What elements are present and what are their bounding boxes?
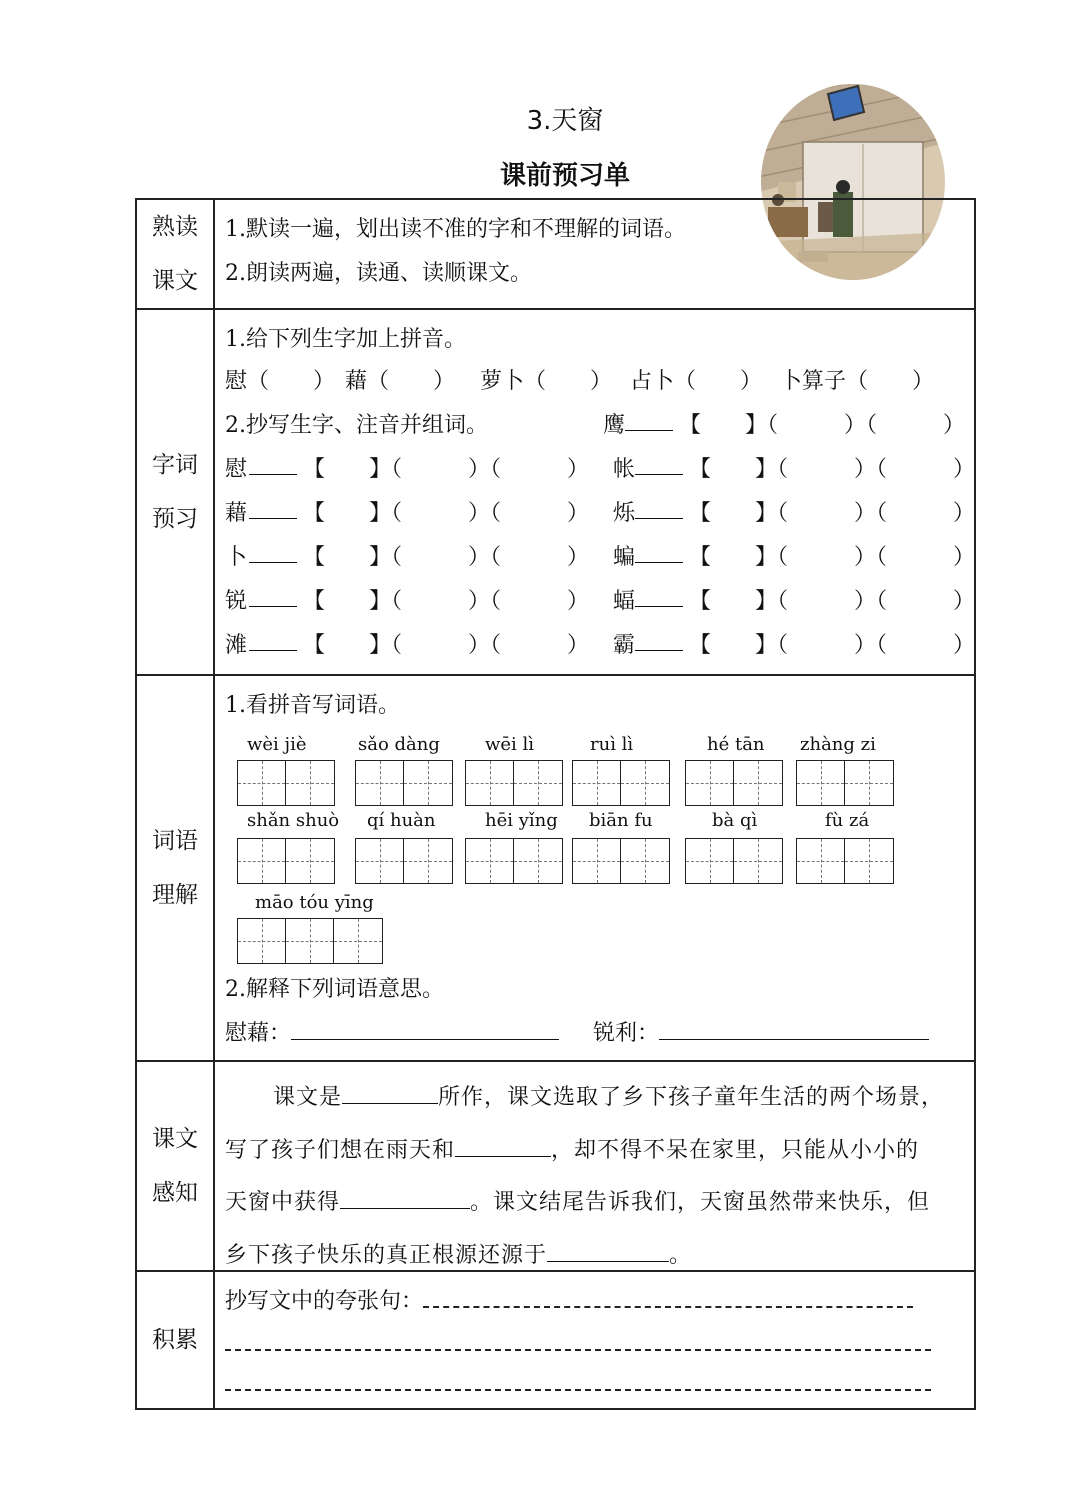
word-pinyin: biān fu [589,810,653,831]
pinyin-write-question: 1.看拼音写词语。 [225,693,400,718]
explain-blank[interactable] [291,1021,559,1040]
practice-char: 烁 [613,501,636,526]
char-answer-blanks[interactable]: 【 】（ ）（ ） [303,501,590,526]
exaggeration-prompt-line [225,1284,913,1315]
perception-text: 课文是 [273,1085,343,1110]
char-blank[interactable] [249,544,297,563]
perception-text: 乡下孩子快乐的真正根源还源于 [225,1243,548,1268]
char-blank[interactable] [249,500,297,519]
pinyin-item[interactable]: 卜算子（ ） [780,369,935,394]
tianzige-grid[interactable] [465,838,563,884]
text-perception-section [214,1061,975,1271]
scene-blank[interactable] [455,1138,551,1157]
word-pinyin: wēi lì [485,734,535,755]
practice-char: 卜 [225,545,248,570]
explain-question: 2.解释下列词语意思。 [225,977,444,1002]
tianzige-grid[interactable] [237,838,335,884]
label-line-2: 理解 [152,882,198,908]
char-answer-blanks[interactable]: 【 】（ ）（ ） [689,633,976,658]
char-blank[interactable] [625,412,673,431]
tianzige-grid[interactable] [237,760,335,806]
pinyin-item[interactable]: 藉（ ） [345,369,456,394]
word-pinyin: wèi jiè [247,734,307,755]
section-label-vocab-preview [136,309,214,675]
copy-line-row [225,1332,931,1357]
word-pinyin: fù zá [825,810,870,831]
practice-char: 鹰 [603,413,626,438]
tianzige-grid[interactable] [572,760,670,806]
tianzige-grid[interactable] [685,838,783,884]
word-pinyin: māo tóu yīng [255,892,374,913]
source-blank[interactable] [547,1243,669,1262]
char-blank[interactable] [635,632,683,651]
char-blank[interactable] [635,544,683,563]
char-blank[interactable] [635,500,683,519]
word-pinyin: ruì lì [590,734,634,755]
practice-char: 慰 [225,457,248,482]
section-label-word-understanding [136,675,214,1061]
copy-line-row [225,1372,931,1397]
char-blank[interactable] [249,456,297,475]
perception-text: 所作，课文选取了乡下孩子童年生活的两个场景， [438,1085,945,1110]
practice-char: 锐 [225,589,248,614]
section-label-reading [136,199,214,309]
char-answer-blanks[interactable]: 【 】（ ）（ ） [303,545,590,570]
label-line-2: 课文 [152,268,198,294]
copy-line[interactable] [225,1375,931,1391]
practice-char: 蝠 [613,589,636,614]
perception-text: 写了孩子们想在雨天和 [225,1138,456,1163]
word-pinyin: bà qì [712,810,758,831]
char-answer-blanks[interactable]: 【 】（ ）（ ） [689,501,976,526]
word-pinyin: hēi yǐng [485,810,558,831]
vocab-preview-section [214,309,975,675]
char-blank[interactable] [635,456,683,475]
char-answer-blanks[interactable]: 【 】（ ）（ ） [689,457,976,482]
char-answer-blanks[interactable]: 【 】（ ）（ ） [679,413,966,438]
tianzige-grid[interactable] [355,838,453,884]
copy-chars-question: 2.抄写生字、注音并组词。 [225,413,488,438]
perception-text: 。 [669,1243,693,1268]
accumulation-section [214,1271,975,1409]
char-blank[interactable] [249,588,297,607]
word-pinyin: hé tān [707,734,765,755]
char-answer-blanks[interactable]: 【 】（ ）（ ） [303,633,590,658]
word-understanding-section [214,675,975,1061]
gain-blank[interactable] [340,1190,470,1209]
label-line-1: 积累 [152,1327,198,1353]
perception-text: 。课文结尾告诉我们，天窗虽然带来快乐，但 [470,1190,931,1215]
perception-line-2 [225,1133,919,1164]
perception-line-1 [273,1080,944,1111]
explain-item-2 [593,1016,929,1047]
pinyin-item[interactable]: 萝卜（ ） [480,369,613,394]
tianzige-grid[interactable] [465,760,563,806]
tianzige-grid[interactable] [796,760,894,806]
preview-sheet-table [135,198,976,1410]
section-label-accumulation [136,1271,214,1409]
explain-word: 锐利： [593,1021,660,1046]
char-blank[interactable] [635,588,683,607]
copy-line[interactable] [423,1292,913,1308]
word-pinyin: qí huàn [367,810,436,831]
perception-text: ，却不得不呆在家里，只能从小小的 [551,1138,920,1163]
exaggeration-prompt: 抄写文中的夸张句： [225,1289,424,1314]
explain-blank[interactable] [659,1021,929,1040]
tianzige-grid[interactable] [237,918,383,964]
label-line-1: 熟读 [152,214,198,240]
pinyin-question: 1.给下列生字加上拼音。 [225,327,466,352]
practice-char: 滩 [225,633,248,658]
char-answer-blanks[interactable]: 【 】（ ）（ ） [303,457,590,482]
char-answer-blanks[interactable]: 【 】（ ）（ ） [689,545,976,570]
explain-item-1 [225,1016,559,1047]
perception-text: 天窗中获得 [225,1190,341,1215]
tianzige-grid[interactable] [685,760,783,806]
label-line-2: 感知 [152,1180,198,1206]
page-title: 3.天窗 [526,106,604,136]
practice-char: 帐 [613,457,636,482]
reading-task-1: 1.默读一遍，划出读不准的字和不理解的词语。 [225,217,686,242]
char-answer-blanks[interactable]: 【 】（ ）（ ） [303,589,590,614]
practice-char: 霸 [613,633,636,658]
reading-section [214,199,975,309]
section-label-text-perception [136,1061,214,1271]
practice-char: 蝙 [613,545,636,570]
perception-line-3 [225,1185,930,1216]
char-blank[interactable] [249,632,297,651]
perception-line-4 [225,1238,692,1269]
page-subtitle: 课前预习单 [499,161,630,191]
label-line-1: 字词 [152,452,198,478]
label-line-1: 词语 [152,828,198,854]
word-pinyin: sǎo dàng [358,734,440,755]
pinyin-items-row [225,364,965,394]
char-answer-blanks[interactable]: 【 】（ ）（ ） [689,589,976,614]
tianzige-grid[interactable] [796,838,894,884]
label-line-2: 预习 [152,506,198,532]
practice-char: 藉 [225,501,248,526]
explain-word: 慰藉： [225,1021,292,1046]
pinyin-item[interactable]: 慰（ ） [225,369,336,394]
tianzige-grid[interactable] [572,838,670,884]
copy-line[interactable] [225,1335,931,1351]
pinyin-item[interactable]: 占卜（ ） [630,369,763,394]
reading-task-2: 2.朗读两遍，读通、读顺课文。 [225,261,532,286]
tianzige-grid[interactable] [355,760,453,806]
label-line-1: 课文 [152,1126,198,1152]
word-pinyin: shǎn shuò [247,810,340,831]
author-blank[interactable] [342,1085,438,1104]
word-pinyin: zhàng zi [800,734,876,755]
